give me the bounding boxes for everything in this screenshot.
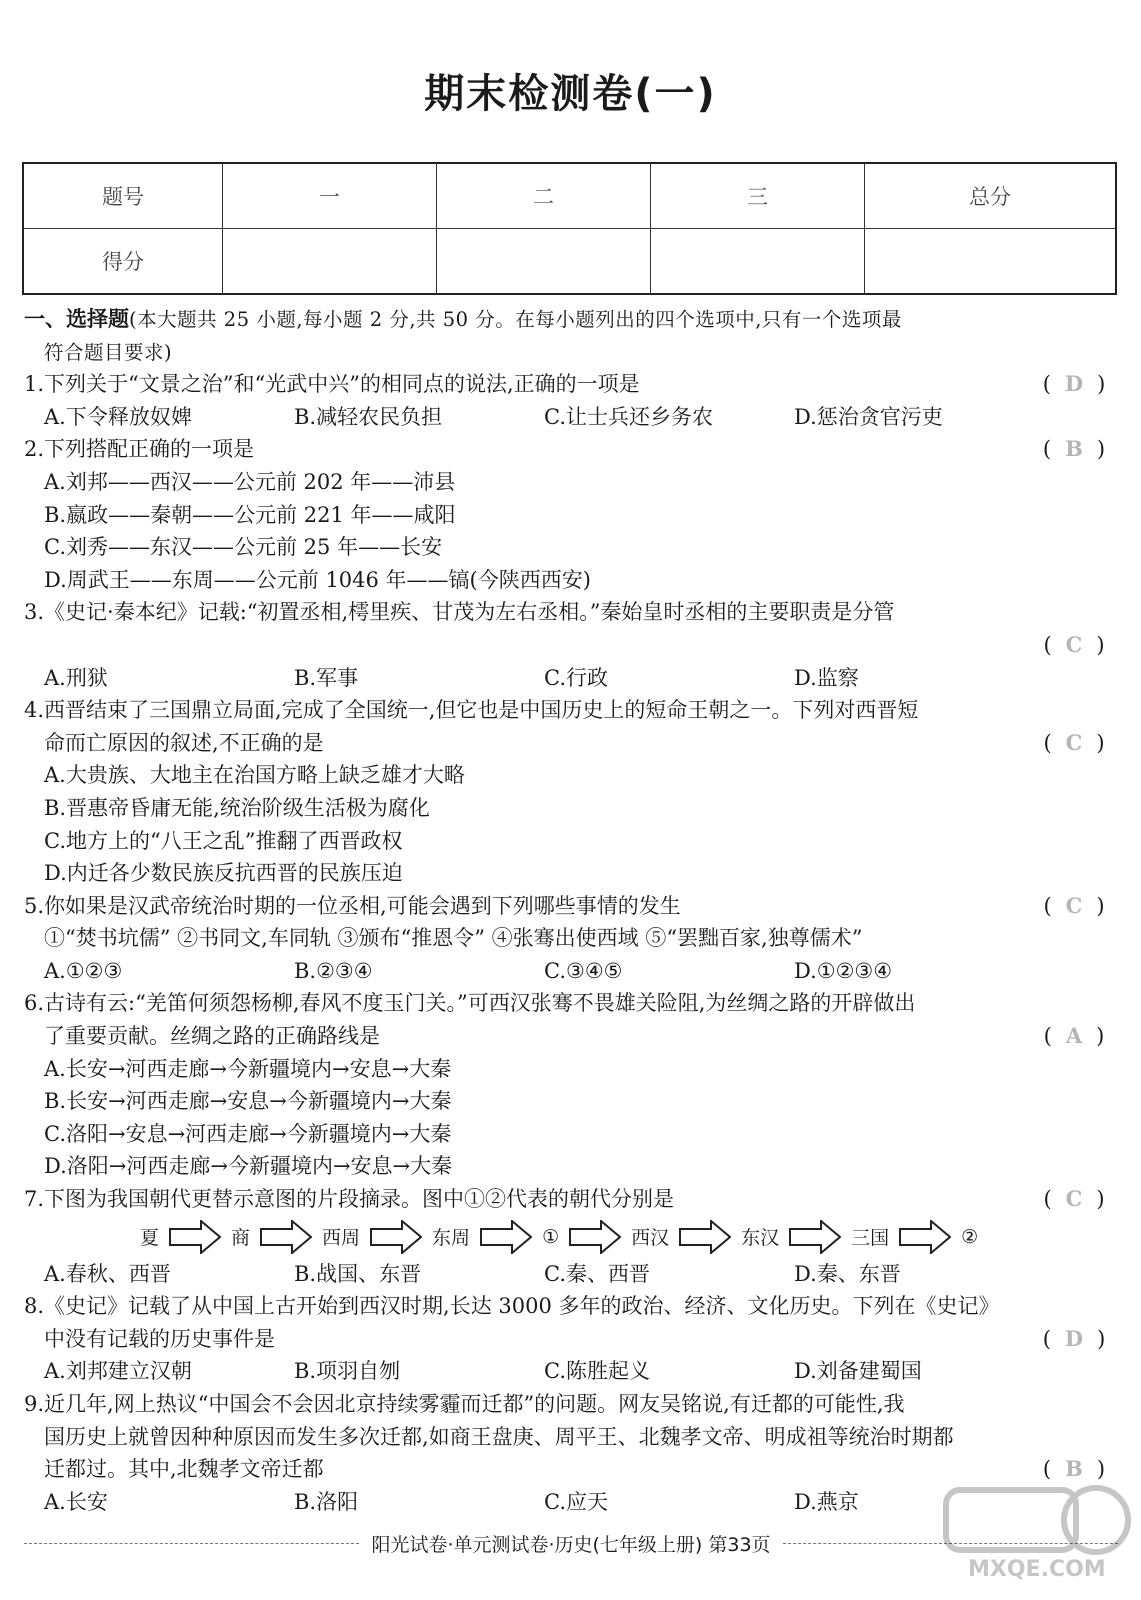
arrow-right-icon xyxy=(569,1220,621,1254)
answer-bracket: ( C ) xyxy=(1043,892,1105,918)
arrow-right-icon xyxy=(260,1220,312,1254)
q1-stem: 1.下列关于“文景之治”和“光武中兴”的相同点的说法,正确的一项是 xyxy=(24,372,640,397)
q8-stem-1: 8.《史记》记载了从中国上古开始到西汉时期,长达 3000 多年的政治、经济、文化历史。下列在《史记》 xyxy=(24,1294,1000,1319)
arrow-right-icon xyxy=(169,1220,221,1254)
q1-answer: D xyxy=(1064,371,1084,397)
q2-option-b[interactable]: B.嬴政——秦朝——公元前 221 年——咸阳 xyxy=(44,502,456,527)
q5-items: ①“焚书坑儒” ②书同文,车同轨 ③颁布“推恩令” ④张骞出使西域 ⑤“罢黜百家,独尊儒术” xyxy=(44,926,863,951)
q6-option-b[interactable]: B.长安→河西走廊→安息→今新疆境内→大秦 xyxy=(44,1089,452,1114)
footer-text: 阳光试卷·单元测试卷·历史(七年级上册) 第33页 xyxy=(371,1533,771,1556)
flow-node: 西周 xyxy=(322,1227,361,1250)
q4-option-a[interactable]: A.大贵族、大地主在治国方略上缺乏雄才大略 xyxy=(44,763,465,788)
q7-option-d[interactable]: D.秦、东晋 xyxy=(794,1261,901,1286)
answer-bracket: ( C ) xyxy=(1043,729,1105,755)
flow-node: ② xyxy=(961,1225,979,1248)
arrow-right-icon xyxy=(899,1220,951,1254)
answer-bracket: ( D ) xyxy=(1042,371,1106,397)
q5-option-c[interactable]: C.③④⑤ xyxy=(544,958,623,983)
score-cell-part3[interactable] xyxy=(651,229,865,295)
q5-stem: 5.你如果是汉武帝统治时期的一位丞相,可能会遇到下列哪些事情的发生 xyxy=(24,893,681,918)
q3-option-c[interactable]: C.行政 xyxy=(544,665,608,690)
q4-option-d[interactable]: D.内迁各少数民族反抗西晋的民族压迫 xyxy=(44,861,403,886)
answer-bracket: ( C ) xyxy=(1043,631,1105,657)
q9-option-d[interactable]: D.燕京 xyxy=(794,1489,859,1514)
q3-stem: 3.《史记·秦本纪》记载:“初置丞相,樗里疾、甘茂为左右丞相。”秦始皇时丞相的主要职责是分管 xyxy=(24,600,895,625)
option-row xyxy=(24,662,1118,695)
answer-bracket: ( D ) xyxy=(1042,1325,1106,1351)
q9-option-b[interactable]: B.洛阳 xyxy=(294,1489,359,1514)
flow-node: 东周 xyxy=(432,1227,471,1250)
page-title: 期末检测卷(一) xyxy=(424,71,717,117)
arrow-right-icon xyxy=(679,1220,731,1254)
score-table-header-row xyxy=(23,163,1116,229)
q5-option-d[interactable]: D.①②③④ xyxy=(794,958,893,983)
question-stem-cont xyxy=(24,1020,1118,1053)
flow-node: ① xyxy=(542,1225,560,1248)
q5-answer: C xyxy=(1065,892,1083,918)
option-row xyxy=(24,1355,1118,1388)
q4-option-c[interactable]: C.地方上的“八王之乱”推翻了西晋政权 xyxy=(44,828,403,853)
q4-stem-2: 命而亡原因的叙述,不正确的是 xyxy=(44,730,324,755)
score-cell-part2[interactable] xyxy=(437,229,651,295)
q3-answer: C xyxy=(1065,631,1083,657)
q4-option-b[interactable]: B.晋惠帝昏庸无能,统治阶级生活极为腐化 xyxy=(44,795,430,820)
q9-stem-1: 9.近几年,网上热议“中国会不会因北京持续雾霾而迁都”的问题。网友吴铭说,有迁都的可能性,我 xyxy=(24,1392,905,1416)
q8-option-d[interactable]: D.刘备建蜀国 xyxy=(794,1359,922,1384)
q5-option-b[interactable]: B.②③④ xyxy=(294,958,373,983)
section-head: 一、选择题 xyxy=(24,307,129,331)
score-header-label: 题号 xyxy=(23,163,223,229)
q8-option-c[interactable]: C.陈胜起义 xyxy=(544,1359,650,1384)
q9-answer: B xyxy=(1065,1456,1083,1482)
q5-option-a[interactable]: A.①②③ xyxy=(44,958,123,983)
question-stem xyxy=(24,1183,1118,1216)
answer-bracket: ( B ) xyxy=(1042,1456,1106,1482)
q2-option-a[interactable]: A.刘邦——西汉——公元前 202 年——沛县 xyxy=(44,469,456,494)
section-header-line xyxy=(24,303,1118,336)
q1-option-b[interactable]: B.减轻农民负担 xyxy=(294,404,443,429)
q8-option-a[interactable]: A.刘邦建立汉朝 xyxy=(44,1359,192,1384)
score-header-part1: 一 xyxy=(223,163,437,229)
arrow-right-icon xyxy=(789,1220,841,1254)
question-stem xyxy=(24,890,1118,923)
q8-stem-2: 中没有记载的历史事件是 xyxy=(44,1326,275,1351)
q2-option-c[interactable]: C.刘秀——东汉——公元前 25 年——长安 xyxy=(44,535,443,560)
q9-stem-3: 迁都过。其中,北魏孝文帝迁都 xyxy=(44,1457,324,1482)
score-cell-part1[interactable] xyxy=(223,229,437,295)
score-table-score-row xyxy=(23,229,1116,295)
answer-bracket: ( B ) xyxy=(1042,436,1106,462)
question-stem-cont xyxy=(24,727,1118,760)
q9-option-a[interactable]: A.长安 xyxy=(44,1489,108,1514)
score-header-part2: 二 xyxy=(437,163,651,229)
arrow-right-icon xyxy=(370,1220,422,1254)
section-note: (本大题共 25 小题,每小题 2 分,共 50 分。在每小题列出的四个选项中,只有一个选项最 xyxy=(129,308,902,331)
flow-node: 东汉 xyxy=(741,1227,780,1250)
q1-option-d[interactable]: D.惩治贪官污吏 xyxy=(794,404,943,429)
score-row-label: 得分 xyxy=(23,229,223,295)
score-header-part3: 三 xyxy=(651,163,865,229)
q7-stem: 7.下图为我国朝代更替示意图的片段摘录。图中①②代表的朝代分别是 xyxy=(24,1187,675,1212)
answer-bracket: ( A ) xyxy=(1043,1023,1105,1049)
q4-stem-1: 4.西晋结束了三国鼎立局面,完成了全国统一,但它也是中国历史上的短命王朝之一。下列对西晋短 xyxy=(24,698,919,723)
q6-option-c[interactable]: C.洛阳→安息→河西走廊→今新疆境内→大秦 xyxy=(44,1121,452,1146)
option-row xyxy=(24,955,1118,988)
question-stem-cont xyxy=(24,1323,1118,1356)
q3-option-d[interactable]: D.监察 xyxy=(794,665,859,690)
q8-option-b[interactable]: B.项羽自刎 xyxy=(294,1359,401,1384)
q9-stem-2: 国历史上就曾因种种原因而发生多次迁都,如商王盘庚、周平王、北魏孝文帝、明成祖等统治时期都 xyxy=(44,1424,954,1449)
arrow-right-icon xyxy=(480,1220,532,1254)
flow-node: 夏 xyxy=(140,1227,160,1250)
q7-answer: C xyxy=(1065,1186,1083,1212)
option-row xyxy=(24,1258,1118,1291)
q7-option-c[interactable]: C.秦、西晋 xyxy=(544,1261,650,1286)
question-stem xyxy=(24,368,1118,401)
footer-divider-left xyxy=(24,1543,359,1544)
q6-option-d[interactable]: D.洛阳→河西走廊→今新疆境内→安息→大秦 xyxy=(44,1154,453,1179)
q6-answer: A xyxy=(1065,1023,1083,1049)
score-table xyxy=(22,162,1117,295)
q7-option-a[interactable]: A.春秋、西晋 xyxy=(44,1261,171,1286)
q7-option-b[interactable]: B.战国、东晋 xyxy=(294,1261,422,1286)
q1-option-a[interactable]: A.下令释放奴婢 xyxy=(44,404,192,429)
answer-bracket-line xyxy=(24,629,1118,662)
watermark-seal-icon xyxy=(936,1480,1136,1560)
score-cell-total[interactable] xyxy=(865,229,1117,295)
flow-node: 三国 xyxy=(851,1227,890,1250)
flow-node: 商 xyxy=(231,1227,251,1250)
option-row xyxy=(24,401,1118,434)
q4-answer: C xyxy=(1065,729,1083,755)
q6-stem-2: 了重要贡献。丝绸之路的正确路线是 xyxy=(44,1024,380,1049)
score-header-total: 总分 xyxy=(865,163,1117,229)
q2-stem: 2.下列搭配正确的一项是 xyxy=(24,437,255,462)
dynasty-flow-diagram xyxy=(24,1216,1118,1258)
question-stem xyxy=(24,433,1118,466)
question-content xyxy=(24,303,1118,1518)
q3-option-a[interactable]: A.刑狱 xyxy=(44,665,108,690)
q6-option-a[interactable]: A.长安→河西走廊→今新疆境内→安息→大秦 xyxy=(44,1056,452,1081)
q3-option-b[interactable]: B.军事 xyxy=(294,665,359,690)
answer-bracket: ( C ) xyxy=(1043,1186,1105,1212)
watermark-logo xyxy=(936,1480,1136,1595)
q2-answer: B xyxy=(1065,436,1083,462)
q6-stem-1: 6.古诗有云:“羌笛何须怨杨柳,春风不度玉门关。”可西汉张骞不畏雄关险阻,为丝绸之路的开辟做出 xyxy=(24,991,916,1016)
section-note-line xyxy=(24,336,1118,369)
q9-option-c[interactable]: C.应天 xyxy=(544,1489,608,1514)
flow-node: 西汉 xyxy=(631,1227,670,1250)
q1-option-c[interactable]: C.让士兵还乡务农 xyxy=(544,404,713,429)
section-note-cont: 符合题目要求) xyxy=(44,340,173,364)
q8-answer: D xyxy=(1064,1325,1084,1351)
watermark-text: MXQE.COM xyxy=(968,1557,1106,1582)
q2-option-d[interactable]: D.周武王——东周——公元前 1046 年——镐(今陕西西安) xyxy=(44,567,591,592)
